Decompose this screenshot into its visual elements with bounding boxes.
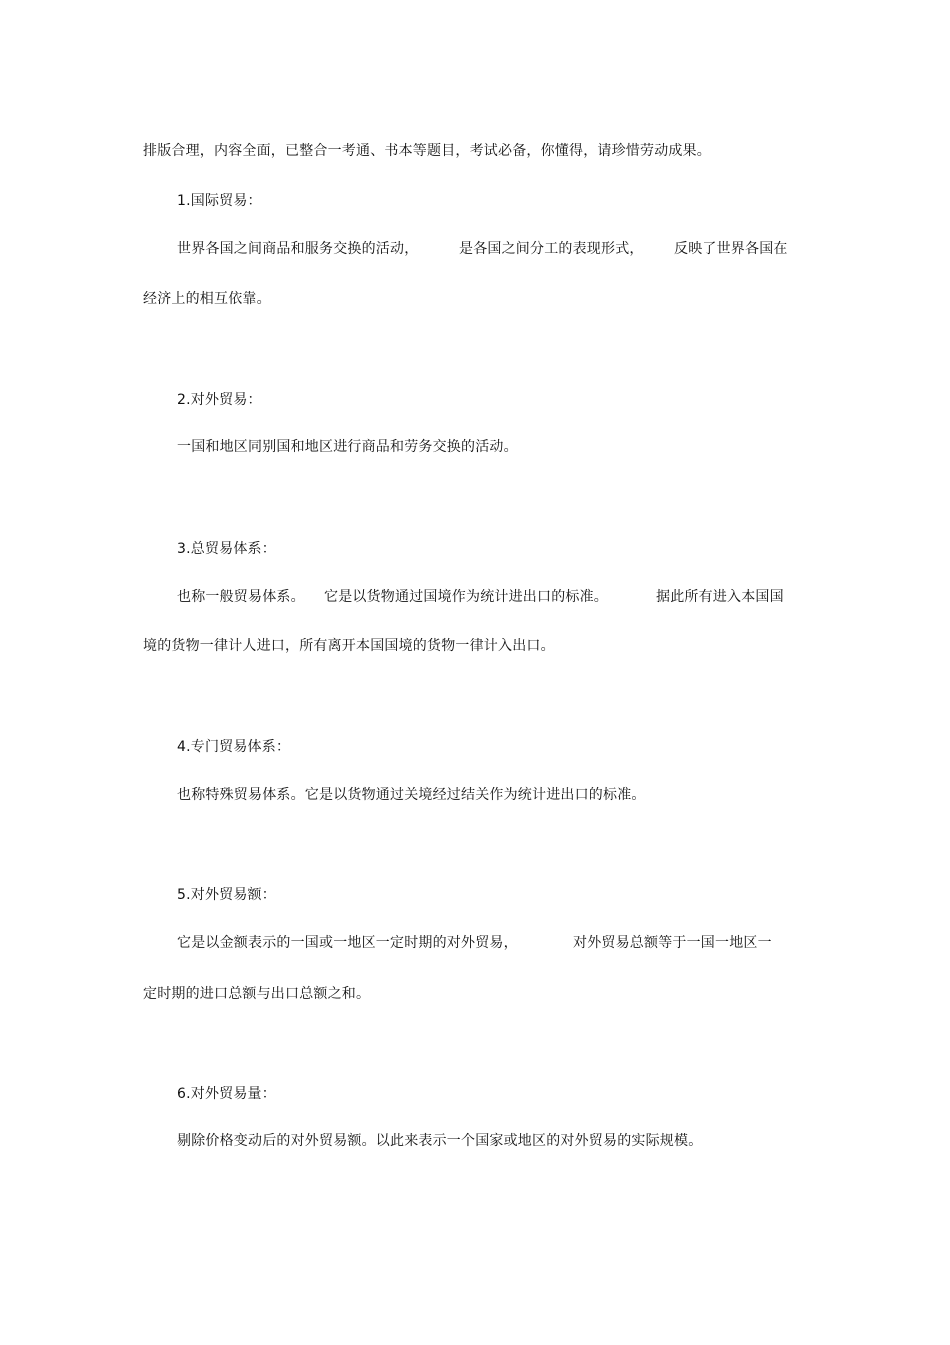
paragraph-line bbox=[177, 240, 817, 258]
section-heading: 4.专门贸易体系： bbox=[177, 739, 291, 755]
text-segment: 据此所有进入本国国 bbox=[656, 589, 784, 605]
text-segment: 反映了世界各国在 bbox=[674, 241, 788, 257]
paragraph-line: 一国和地区同别国和地区进行商品和劳务交换的活动。 bbox=[177, 439, 518, 455]
section-heading: 3.总贸易体系： bbox=[177, 541, 276, 557]
paragraph-line: 境的货物一律计人进口，所有离开本国国境的货物一律计入出口。 bbox=[143, 638, 555, 654]
intro-text: 排版合理，内容全面，已整合一考通、书本等题目，考试必备，你懂得，请珍惜劳动成果。 bbox=[143, 143, 711, 159]
paragraph-line: 剔除价格变动后的对外贸易额。以此来表示一个国家或地区的对外贸易的实际规模。 bbox=[177, 1133, 703, 1149]
paragraph-line bbox=[177, 588, 817, 606]
text-segment: 是各国之间分工的表现形式， bbox=[459, 241, 644, 257]
section-heading: 6.对外贸易量： bbox=[177, 1086, 276, 1102]
text-segment: 世界各国之间商品和服务交换的活动， bbox=[177, 241, 419, 257]
text-segment: 对外贸易总额等于一国一地区一 bbox=[573, 935, 772, 951]
text-segment: 也称一般贸易体系。 bbox=[177, 589, 305, 605]
paragraph-line: 定时期的进口总额与出口总额之和。 bbox=[143, 986, 371, 1002]
section-heading: 1.国际贸易： bbox=[177, 193, 262, 209]
paragraph-line: 经济上的相互依靠。 bbox=[143, 291, 271, 307]
paragraph-line: 也称特殊贸易体系。它是以货物通过关境经过结关作为统计进出口的标准。 bbox=[177, 787, 646, 803]
section-heading: 2.对外贸易： bbox=[177, 392, 262, 408]
text-segment: 它是以货物通过国境作为统计进出口的标准。 bbox=[324, 589, 608, 605]
section-heading: 5.对外贸易额： bbox=[177, 887, 276, 903]
text-segment: 它是以金额表示的一国或一地区一定时期的对外贸易， bbox=[177, 935, 518, 951]
paragraph-line bbox=[177, 934, 817, 952]
